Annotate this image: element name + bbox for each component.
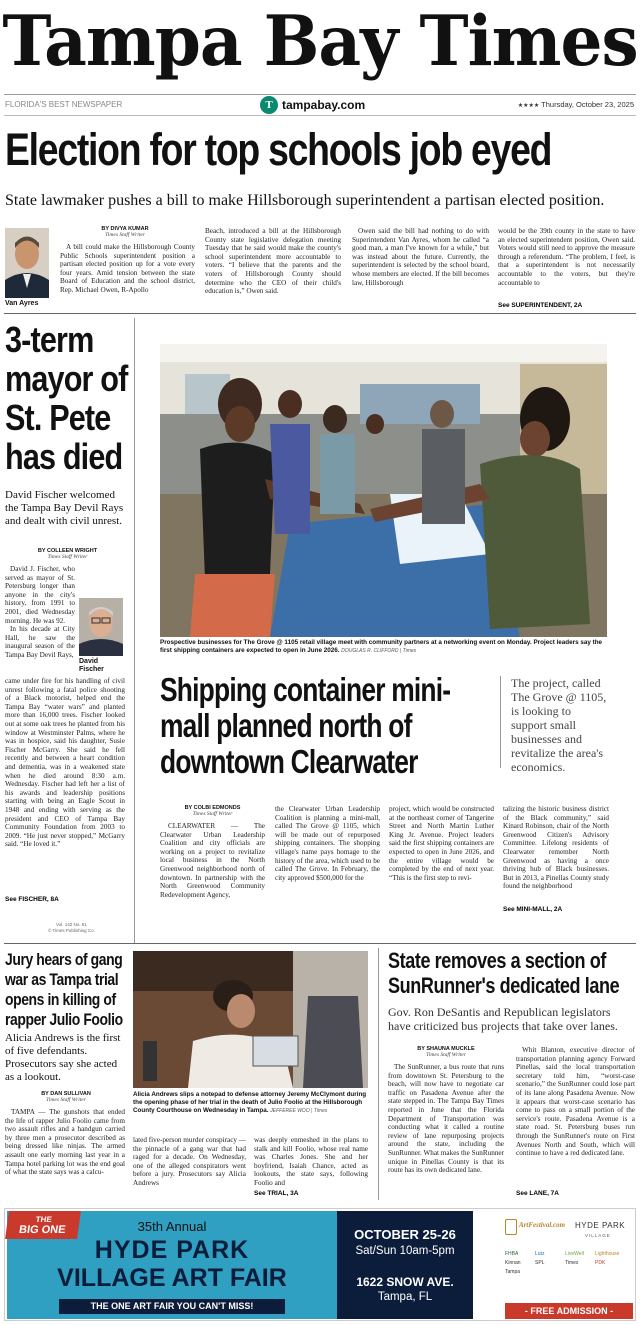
ad-address: 1622 SNOW AVE. [356,1275,454,1289]
ad-dates: OCTOBER 25-26 [354,1227,456,1242]
fischer-body-3: came under fire for his handling of civil unrest following a fatal police shooting of a Black motorist, helped end the Tampa Bay “water wars” and planted more than 16,000 trees. Fischer looked out at some oak trees he planted from his window at Westminster Palms, where he was in hospice, said his daughter, Susie Fischer McGarry. She said he fell recently and between a heart condition and dementia, was in a weakened state when he died around 8:30 a.m. Wednesday. Fischer had left her a list of his awards and leadership positions starting with being an Eagle Scout in 1948 and ending with serving as the president and CEO of Tampa Bay Community Foundation from 2003 to 2009. “He just never stopped,” McGarry said. “He loved it.” [5,677,125,849]
volume-number: Vol. 142 No. 61 [56,922,87,927]
date-text: Thursday, October 23, 2025 [541,100,634,109]
sunrunner-dek: Gov. Ron DeSantis and Republican legislators have criticized bus projects that take over lanes. [388,1005,618,1033]
sunrunner-col-2: Whit Blanton, executive director of transportation planning agency Forward Pinellas, said the local transportation secretary told him, “worst-case scenario,” the SunRunner could lose part of its lane along Pasadena Avenue. Now it appears that worst-case scenario has come to pass on a small portion of the service's route. Pasadena Avenue is a state road. St. Petersburg buses run through the SunRunner's route on First Avenues North and South, which will continue to have a red dedicated lane. [516,1046,635,1158]
left-column-rule [134,318,135,943]
ad-title-2: VILLAGE ART FAIR [57,1264,287,1292]
grove-col-1: CLEARWATER — The Clearwater Urban Leadership Coalition and city officials are working on a project to revitalize local business in the North Greenwood neighborhood north of downtown. In partnership with the North Greenwood Community Redevelopment Agency, [160,822,265,899]
trial-jump-link[interactable]: See TRIAL, 3A [254,1190,299,1197]
grove-photo-caption [160,639,610,655]
volume-info [48,922,95,933]
grove-headline[interactable]: Shipping container mini-mall planned north of downtown Clearwater [160,671,451,780]
date-rule [4,115,636,116]
ad-logo-grid [505,1251,631,1275]
copyright: © Times Publishing Co. [48,927,95,933]
sunrunner-jump-link[interactable]: See LANE, 7A [516,1190,559,1197]
fischer-body-2: In his decade at City Hall, he saw the inaugural season of the Tampa Bay Devil Rays, [5,625,75,659]
ad-annual: 35th Annual [137,1219,207,1234]
ad-logo-kinnan: Kinnan [505,1260,521,1266]
grove-col-2: the Clearwater Urban Leadership Coalition is planning a mini-mall, called The Grove @ 1105, which will be made out of repurposed shipping containers. The shopping village's name pays homage to the history of the area, which used to be called The Grove. In February, the city approved $500,000 for the [275,805,380,882]
ad-logo-lutz: Lutz [535,1251,545,1257]
mid-rule [4,943,636,944]
van-ayres-photo [5,228,49,298]
grove-col-4: talizing the historic business district of the Black community,” said Kinard Robinson, chair of the North Greenwood Citizen's Advisory Committee. Lifelong residents of Clearwater remember North Greenwood as having a once thriving hub of Black businesses. But in 2013, a Pinellas County study found the neighborhood [503,805,609,891]
grove-caption-text: Prospective businesses for The Grove @ 1105 retail village meet with community partners at a networking event on Monday. Project leaders say the first shipping containers are expected to open in June 2026. [160,639,603,654]
times-logo-icon: T [260,96,278,114]
ad-left-panel [7,1211,337,1319]
ad-logo-lighthouse: Lighthouse [595,1251,620,1257]
van-ayres-name: Van Ayres [5,300,39,307]
trial-sunrunner-rule [378,948,379,1200]
ad-logo-times: Times [565,1260,579,1266]
sunrunner-col-1: The SunRunner, a bus route that runs from downtown St. Petersburg to the beach, will now have to negotiate car traffic on Pasadena Avenue after the state stepped in. The Tampa Bay Times reported in June that the Florida Department of Transportation was conducting what it called a routine review of lane repurposing projects around the state, including the SunRunner. What makes the SunRunner unique in Pinellas County is that its route has its own dedicated lane. [388,1063,504,1175]
ad-time: Sat/Sun 10am-5pm [355,1245,455,1257]
fischer-jump-link[interactable]: See FISCHER, 8A [5,896,59,903]
ad-logo-fhba: FHBA [505,1251,519,1257]
ad-slogan: THE ONE ART FAIR YOU CAN'T MISS! [59,1299,285,1314]
ad-sponsor-3: VILLAGE [585,1233,611,1238]
trial-byline-block [5,1091,127,1103]
fischer-photo-name: David Fischer [79,658,104,673]
lead-role: Times Staff Writer [105,232,145,238]
ad-city: Tampa, FL [377,1291,433,1303]
grove-col-3: project, which would be constructed at the northeast corner of Tangerine Street and North Martin Luther King Jr. Avenue. Project leaders said the first shipping containers are expected to open in June 2026, and the entire village would be completed by the end of next year. “This is the first step to revi- [389,805,494,882]
grove-jump-link[interactable]: See MINI-MALL, 2A [503,906,563,913]
lead-byline-block [60,226,190,238]
trial-photo-credit: JEFFEREE WOO | Times [270,1108,328,1114]
sunrunner-role: Times Staff Writer [426,1052,466,1058]
art-fair-ad[interactable] [4,1208,636,1321]
ad-middle-panel [337,1211,473,1319]
trial-photo [133,951,368,1088]
star-rating: ★★★★ [517,103,540,109]
tagline: FLORIDA'S BEST NEWSPAPER [5,100,123,109]
grove-role: Times Staff Writer [192,811,233,817]
trial-role: Times Staff Writer [46,1097,86,1103]
trial-col-1: TAMPA — The gunshots that ended the life of rapper Julio Foolio came from two assault rifles and a handgun carried by three men a prosecutor described as being dressed like ninjas. The armed assault one early morning last year in a Tampa hotel parking lot was the end goal of what the state says was a calcu- [5,1108,125,1177]
lead-col-2: Beach, introduced a bill at the Hillsborough County state legislative delegation meeting Tuesday that he said would make the county's school superintendent more accountable to voters. “I believe that the parents and the voters of Hillsborough County should determine who the CEO of their child's education is,” Owen said. [205,227,341,296]
ad-badge-line1: THE [35,1215,53,1224]
sponsor-logo-icon [505,1219,517,1235]
trial-col-2: lated five-person murder conspiracy — the pinnacle of a gang war that had raged for a decade. On Wednesday, one of the alleged conspirators went before a jury. Prosecutors say Alicia Andrews [133,1136,246,1187]
lead-rule [4,313,636,314]
site-url: tampabay.com [282,98,366,112]
fischer-byline-block [5,548,130,560]
trial-caption-text: Alicia Andrews slips a notepad to defense attorney Jeremy McClymont during the opening phase of her trial in the death of Julio Foolio at the Hillsborough County Courthouse on Wednesday in Tampa. [133,1091,367,1114]
grove-byline-block [160,805,265,817]
grove-byline: BY COLBI EDMONDS [184,805,241,811]
fischer-body-1: David J. Fischer, who served as mayor of St. Petersburg longer than anyone in the city's history, from 1991 to 2001, died Wednesday morning. He was 92. [5,565,75,625]
masthead-title: Tampa Bay Times [2,0,638,82]
sunrunner-byline-block [388,1046,504,1058]
fischer-photo [79,598,123,656]
ad-sponsor-2: HYDE PARK [575,1221,626,1230]
grove-dek: The project, called The Grove @ 1105, is looking to support small businesses and revitalize the area's economics. [511,676,607,774]
lead-col-1: A bill could make the Hillsborough County Public Schools superintendent position a partisan elected position up for a vote every four years. Amid tension between the state Board of Education and the school district, Rep. Michael Owen, R-Apollo [60,243,195,294]
fischer-role: Times Staff Writer [47,554,88,560]
lead-col-4: would be the 39th county in the state to have an elected superintendent position, Owen said. Voters would still need to approve the measure through a referendum. “The problem, I feel, is that a superintendent is not necessarily accountable to the voters, but they're accountable to [498,227,635,287]
sunrunner-byline: BY SHAUNA MUCKLE [417,1046,475,1052]
ad-right-panel [475,1211,633,1319]
fischer-headline[interactable]: 3-term mayor of St. Pete has died [5,319,128,477]
trial-col-3: was deeply enmeshed in the plans to stalk and kill Foolio, whose real name was Charles Jones. She and her boyfriend, Isaiah Chance, acted as lookouts, the state says, following Foolio and [254,1136,368,1186]
fischer-byline: BY COLLEEN WRIGHT [37,548,98,554]
grove-dek-rule [500,676,501,768]
fischer-dek: David Fischer welcomed the Tampa Bay Devil Rays and dealt with civil unrest. [5,489,124,527]
lead-subhead: State lawmaker pushes a bill to make Hillsborough superintendent a partisan elected position. [5,192,605,209]
trial-photo-caption [133,1091,368,1115]
grove-photo [160,344,607,637]
ad-logo-pdk: PDK [595,1260,606,1266]
trial-dek: Alicia Andrews is the first of five defendants. Prosecutors say she acted as a lookout. [5,1032,121,1083]
lead-byline: BY DIVYA KUMAR [101,226,149,232]
masthead [0,0,640,96]
ad-title-1: HYDE PARK [94,1236,250,1264]
ad-badge-line2: BIG ONE [18,1224,67,1236]
sunrunner-headline[interactable]: State removes a section of SunRunner's dedicated lane [388,948,620,998]
site-link[interactable] [260,95,365,115]
lead-col-3: Owen said the bill had nothing to do with Superintendent Van Ayres, whom he called “a good man, a man I've known for a while,” but was instead about the future. Currently, the superintendent is selected by the school board, whose members are elected. If the bill becomes law, Hillsborough [352,227,489,287]
ad-logo-livewell: LiveWell [565,1251,584,1257]
lead-headline[interactable]: Election for top schools job eyed [5,124,552,175]
dateline [518,100,634,109]
ad-admission: - FREE ADMISSION - [505,1303,633,1319]
ad-logo-tampa: Tampa [505,1269,521,1275]
trial-byline: BY DAN SULLIVAN [41,1091,91,1097]
ad-logo-spl: SPL [535,1260,545,1266]
grove-photo-credit: DOUGLAS R. CLIFFORD | Times [341,648,417,654]
lead-jump-link[interactable]: See SUPERINTENDENT, 2A [498,302,583,309]
trial-headline[interactable]: Jury hears of gang war as Tampa trial opens in killing of rapper Julio Foolio [5,950,123,1029]
ad-sponsor-1: ArtFestival.com [519,1221,566,1229]
